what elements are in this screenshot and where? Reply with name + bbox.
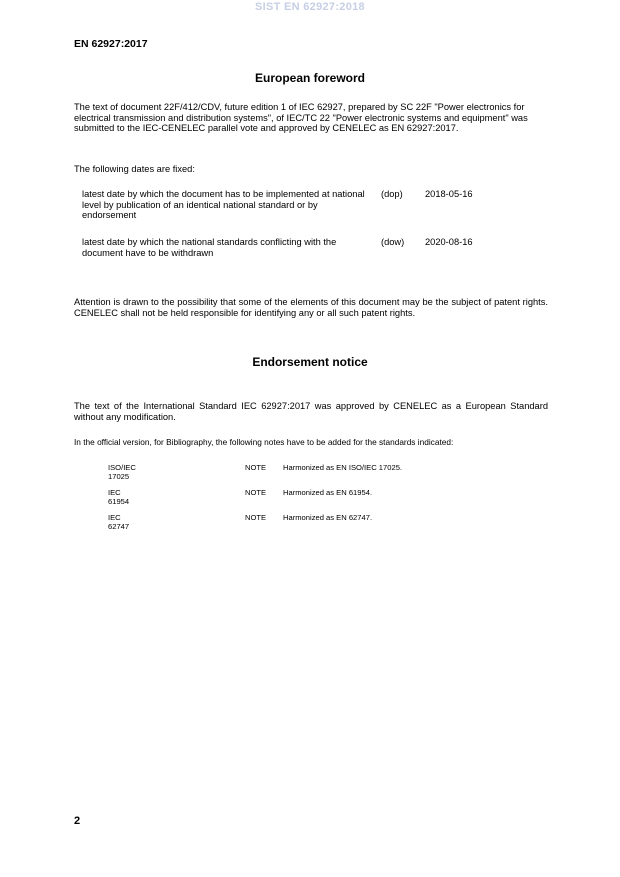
note-label: NOTE [245, 513, 267, 522]
page-number: 2 [74, 815, 81, 827]
dates-table [82, 189, 562, 273]
foreword-intro-paragraph: The text of document 22F/412/CDV, future edition 1 of IEC 62927, prepared by SC 22F "Power electronics for electrical transmission and distribution systems", of IEC/TC 22 "Power electronic systems and equipment" was submitted to the IEC-CENELEC parallel vote and approved by CENELEC as EN 62927:2017. [74, 102, 528, 134]
patent-attention-paragraph: Attention is drawn to the possibility that some of the elements of this document may be the subject of patent rights. CENELEC shall not be held responsible for identifying any or all such patent rights. [74, 297, 548, 318]
note-label: NOTE [245, 488, 267, 497]
date-code: (dow) [381, 237, 405, 247]
note-text: Harmonized as EN 61954. [283, 488, 373, 497]
watermark-text: SIST EN 62927:2018 [255, 1, 365, 13]
date-description: latest date by which the document has to be implemented at national level by publication of an identical national standard or by endorsement [82, 189, 365, 221]
date-value: 2020-08-16 [425, 237, 473, 247]
date-code: (dop) [381, 189, 403, 199]
document-id: EN 62927:2017 [74, 38, 148, 50]
dates-intro: The following dates are fixed: [74, 164, 195, 174]
endorsement-paragraph: The text of the International Standard IEC 62927:2017 was approved by CENELEC as a European Standard without any modification. [74, 401, 548, 422]
foreword-title: European foreword [254, 71, 365, 85]
date-row-dow [82, 237, 562, 273]
date-description: latest date by which the national standards conflicting with the document have to be withdrawn [82, 237, 337, 258]
note-standard: IEC 62747 [108, 513, 130, 531]
endorsement-title: Endorsement notice [252, 355, 368, 369]
note-text: Harmonized as EN 62747. [283, 513, 373, 522]
bibliography-intro: In the official version, for Bibliography, the following notes have to be added for the standards indicated: [74, 437, 454, 447]
note-label: NOTE [245, 463, 267, 472]
date-value: 2018-05-16 [425, 189, 473, 199]
date-row-dop [82, 189, 562, 225]
note-text: Harmonized as EN ISO/IEC 17025. [283, 463, 403, 472]
note-standard: ISO/IEC 17025 [108, 463, 136, 481]
note-standard: IEC 61954 [108, 488, 130, 506]
